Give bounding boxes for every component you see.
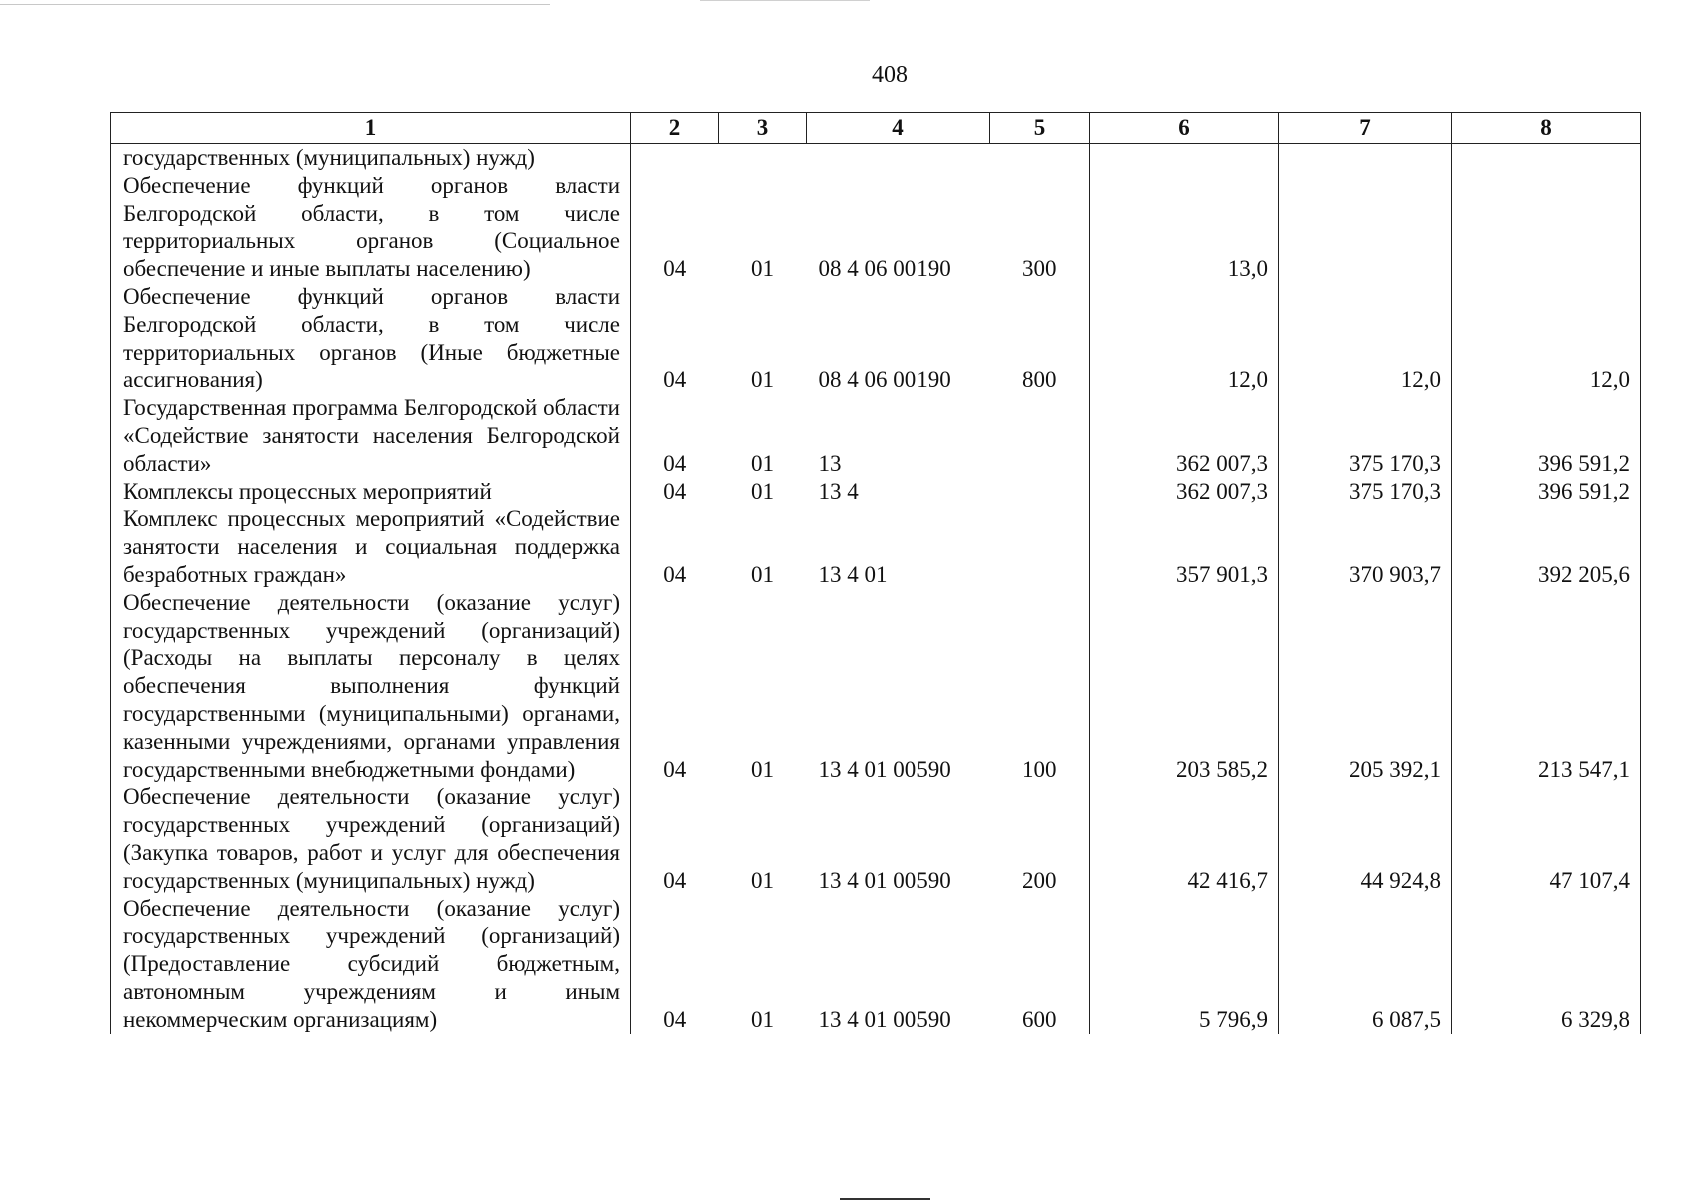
row-target-code: 08 4 06 00190 bbox=[818, 367, 951, 393]
row-expense-type bbox=[990, 505, 1090, 588]
row-subsection-code: 01 bbox=[751, 756, 774, 782]
column-header: 5 bbox=[990, 113, 1090, 144]
row-amount-col8 bbox=[1452, 144, 1641, 172]
row-amount-col7 bbox=[1279, 172, 1452, 283]
row-target-code: 13 bbox=[818, 450, 842, 476]
row-amount-col6: 362 007,3 bbox=[1090, 478, 1279, 506]
row-amount-col6: 357 901,3 bbox=[1090, 505, 1279, 588]
row-subsection-code: 01 bbox=[751, 1006, 774, 1032]
row-target-code: 13 4 01 00590 bbox=[818, 756, 951, 782]
row-amount-col6: 362 007,3 bbox=[1090, 394, 1279, 477]
row-description: Обеспечение деятельности (оказание услуг) государственных учреждений (организаций) (Закупка товаров, работ и услуг для обеспечения государственных (муниципальных) нужд) bbox=[111, 783, 631, 894]
row-expense-type bbox=[990, 394, 1090, 477]
row-subsection-code: 01 bbox=[751, 367, 774, 393]
row-section-code: 04 bbox=[663, 256, 687, 282]
row-expense-type bbox=[990, 144, 1090, 172]
row-amount-col6: 13,0 bbox=[1090, 172, 1279, 283]
row-amount-col8 bbox=[1452, 172, 1641, 283]
row-section-code: 04 bbox=[663, 478, 687, 504]
row-amount-col7: 12,0 bbox=[1279, 283, 1452, 394]
table-row bbox=[111, 783, 1641, 894]
row-description: Государственная программа Белгородской области «Содействие занятости населения Белгородской области» bbox=[111, 394, 631, 477]
row-amount-col6: 42 416,7 bbox=[1090, 783, 1279, 894]
row-amount-col6: 5 796,9 bbox=[1090, 895, 1279, 1034]
column-header: 6 bbox=[1090, 113, 1279, 144]
row-amount-col7: 370 903,7 bbox=[1279, 505, 1452, 588]
row-amount-col6: 203 585,2 bbox=[1090, 589, 1279, 784]
row-expense-type: 800 bbox=[1022, 367, 1057, 393]
row-amount-col7 bbox=[1279, 144, 1452, 172]
row-amount-col7: 375 170,3 bbox=[1279, 478, 1452, 506]
row-target-code: 13 4 bbox=[818, 478, 859, 504]
header-row bbox=[111, 113, 1641, 144]
row-section-code: 04 bbox=[663, 1006, 687, 1032]
table-row bbox=[111, 172, 1641, 283]
row-description: Комплексы процессных мероприятий bbox=[111, 478, 631, 506]
row-amount-col8: 12,0 bbox=[1452, 283, 1641, 394]
row-amount-col8: 47 107,4 bbox=[1452, 783, 1641, 894]
row-amount-col7: 375 170,3 bbox=[1279, 394, 1452, 477]
row-section-code: 04 bbox=[663, 561, 687, 587]
row-target-code: 13 4 01 bbox=[818, 561, 888, 587]
row-expense-type: 300 bbox=[1022, 256, 1057, 282]
row-target-code: 08 4 06 00190 bbox=[818, 256, 951, 282]
row-amount-col7: 205 392,1 bbox=[1279, 589, 1452, 784]
scan-edge-line bbox=[0, 4, 550, 5]
row-section-code: 04 bbox=[663, 867, 687, 893]
row-expense-type: 200 bbox=[1022, 867, 1057, 893]
column-header: 7 bbox=[1279, 113, 1452, 144]
row-section-code bbox=[631, 144, 719, 172]
row-amount-col8: 396 591,2 bbox=[1452, 478, 1641, 506]
row-subsection-code: 01 bbox=[751, 450, 774, 476]
table-row bbox=[111, 394, 1641, 477]
row-subsection-code bbox=[719, 144, 807, 172]
row-section-code: 04 bbox=[663, 450, 687, 476]
column-header: 1 bbox=[111, 113, 631, 144]
row-target-code bbox=[807, 144, 990, 172]
column-header: 4 bbox=[807, 113, 990, 144]
row-amount-col6 bbox=[1090, 144, 1279, 172]
row-expense-type: 600 bbox=[1022, 1006, 1057, 1032]
row-description: Обеспечение деятельности (оказание услуг) государственных учреждений (организаций) (Расходы на выплаты персоналу в целях обеспечения выполнения функций государственными (муниципальными) органами, казенными учреждениями, органами управления государственными внебюджетными фондами) bbox=[111, 589, 631, 784]
column-header: 3 bbox=[719, 113, 807, 144]
row-amount-col8: 213 547,1 bbox=[1452, 589, 1641, 784]
table-row bbox=[111, 895, 1641, 1034]
row-description: государственных (муниципальных) нужд) bbox=[111, 144, 631, 172]
row-amount-col8: 396 591,2 bbox=[1452, 394, 1641, 477]
row-subsection-code: 01 bbox=[751, 561, 774, 587]
table-row bbox=[111, 478, 1641, 506]
row-description: Комплекс процессных мероприятий «Содействие занятости населения и социальная поддержка безработных граждан» bbox=[111, 505, 631, 588]
row-amount-col6: 12,0 bbox=[1090, 283, 1279, 394]
row-amount-col8: 6 329,8 bbox=[1452, 895, 1641, 1034]
budget-table bbox=[110, 112, 1641, 1034]
table-row bbox=[111, 505, 1641, 588]
table-row bbox=[111, 589, 1641, 784]
scan-edge-line bbox=[700, 0, 870, 1]
row-amount-col7: 44 924,8 bbox=[1279, 783, 1452, 894]
page-number: 408 bbox=[872, 62, 908, 88]
row-target-code: 13 4 01 00590 bbox=[818, 1006, 951, 1032]
row-amount-col7: 6 087,5 bbox=[1279, 895, 1452, 1034]
table-row bbox=[111, 283, 1641, 394]
row-subsection-code: 01 bbox=[751, 478, 774, 504]
row-description: Обеспечение функций органов власти Белгородской области, в том числе территориальных органов (Социальное обеспечение и иные выплаты населению) bbox=[111, 172, 631, 283]
table-row bbox=[111, 144, 1641, 172]
row-description: Обеспечение деятельности (оказание услуг) государственных учреждений (организаций) (Предоставление субсидий бюджетным, автономным учреждениям и иным некоммерческим организациям) bbox=[111, 895, 631, 1034]
row-subsection-code: 01 bbox=[751, 256, 774, 282]
column-header: 8 bbox=[1452, 113, 1641, 144]
row-amount-col8: 392 205,6 bbox=[1452, 505, 1641, 588]
row-target-code: 13 4 01 00590 bbox=[818, 867, 951, 893]
row-expense-type bbox=[990, 478, 1090, 506]
row-subsection-code: 01 bbox=[751, 867, 774, 893]
row-expense-type: 100 bbox=[1022, 756, 1057, 782]
column-header: 2 bbox=[631, 113, 719, 144]
row-section-code: 04 bbox=[663, 367, 687, 393]
row-description: Обеспечение функций органов власти Белгородской области, в том числе территориальных органов (Иные бюджетные ассигнования) bbox=[111, 283, 631, 394]
row-section-code: 04 bbox=[663, 756, 687, 782]
